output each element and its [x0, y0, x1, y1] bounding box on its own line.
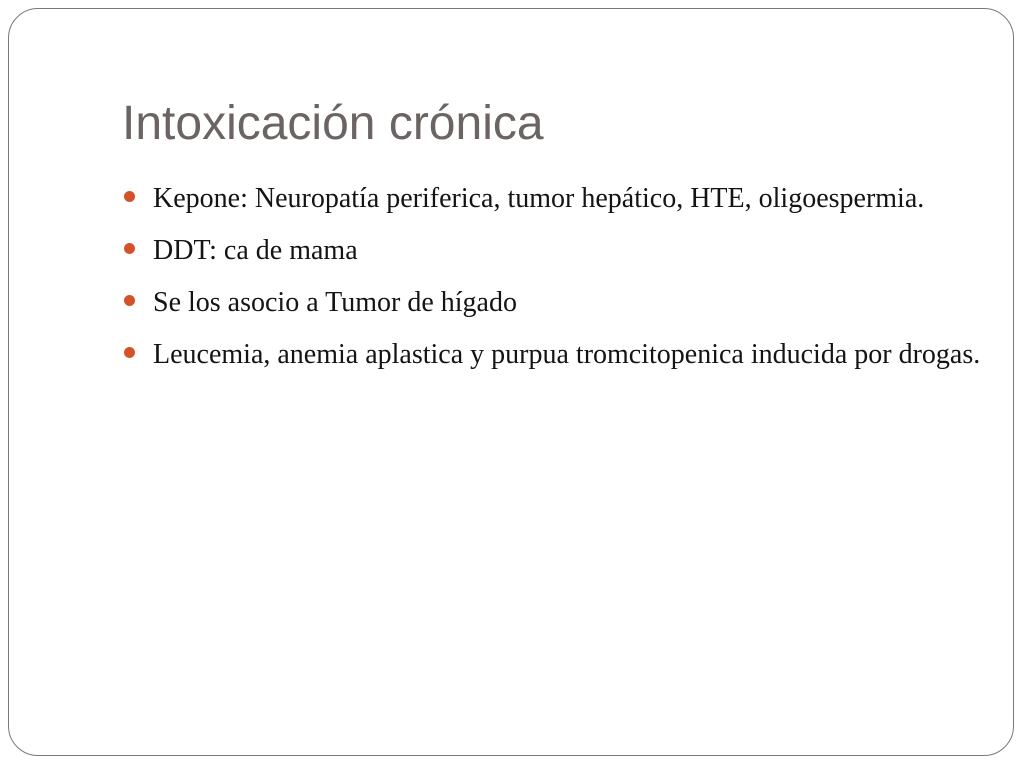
bullet-list — [122, 177, 982, 385]
bullet-dot-icon — [124, 191, 135, 202]
bullet-dot-icon — [124, 295, 135, 306]
bullet-item — [122, 333, 982, 377]
bullet-text: Kepone: Neuropatía periferica, tumor hepático, HTE, oligoespermia. — [153, 183, 925, 214]
bullet-item — [122, 177, 982, 221]
slide-title: Intoxicación crónica — [122, 97, 544, 150]
bullet-item — [122, 229, 982, 273]
bullet-dot-icon — [124, 243, 135, 254]
bullet-item — [122, 281, 982, 325]
bullet-text: Se los asocio a Tumor de hígado — [153, 287, 517, 318]
bullet-dot-icon — [124, 347, 135, 358]
slide-frame — [8, 8, 1014, 756]
bullet-text: Leucemia, anemia aplastica y purpua tromcitopenica inducida por drogas. — [153, 339, 981, 370]
bullet-text: DDT: ca de mama — [153, 235, 358, 266]
